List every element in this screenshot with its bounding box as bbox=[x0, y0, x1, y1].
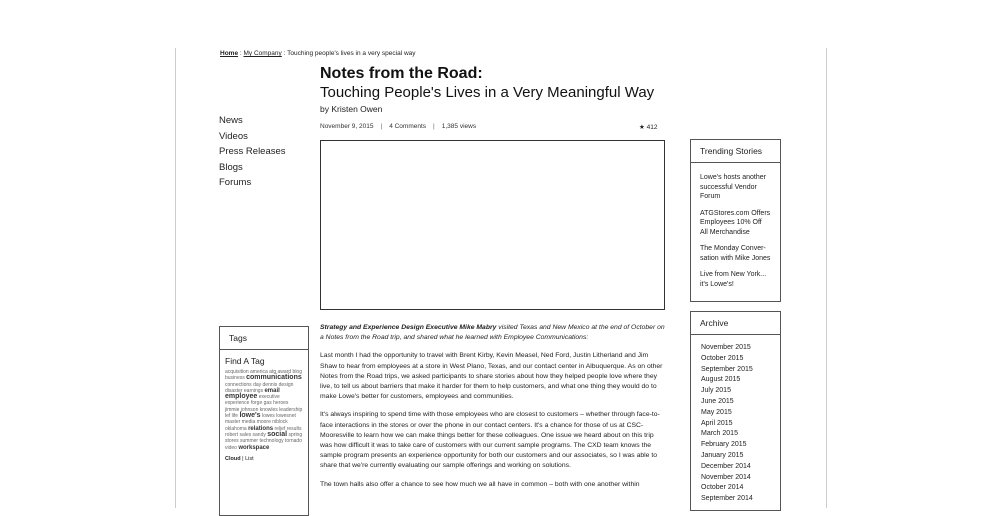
archive-item[interactable]: October 2014 bbox=[701, 484, 744, 492]
star-icon: ★ bbox=[639, 124, 645, 131]
tag-link[interactable]: workspace bbox=[238, 444, 270, 451]
nav-item-blogs[interactable]: Blogs bbox=[219, 161, 243, 173]
article-meta bbox=[320, 123, 476, 130]
tag-link[interactable]: connections day dennis design disaster earnings bbox=[225, 381, 294, 394]
tags-title: Tags bbox=[220, 327, 308, 350]
breadcrumb-separator: : bbox=[281, 50, 288, 57]
trending-item[interactable]: ATGStores.com Offers Employees 10% Off All Merchandise bbox=[700, 209, 771, 236]
archive-list bbox=[691, 335, 780, 513]
breadcrumb-current: Touching people's lives in a very special way bbox=[287, 50, 416, 57]
archive-item[interactable]: November 2014 bbox=[701, 473, 751, 481]
article-body bbox=[320, 323, 665, 498]
find-tag-label: Find A Tag bbox=[225, 356, 265, 366]
nav-item-videos[interactable]: Videos bbox=[219, 130, 248, 142]
article-title: Notes from the Road: bbox=[320, 65, 483, 82]
archive-item[interactable]: September 2015 bbox=[701, 365, 753, 373]
archive-item[interactable]: May 2015 bbox=[701, 408, 732, 416]
article-paragraph: Last month I had the opportunity to travel with Brent Kirby, Kevin Measel, Ned Ford, Justin Litherland and Jim Shaw to hear from employees at a store in West Plano, Texas, and our contact center in Albuquerque. As on other Notes from the Road trips, we asked participants to share stories about how they helped people love where they live, to tell us about barriers that make it harder for them to help customers, and what one thing they would do to make Lowe's better for customers, employees and communities. bbox=[320, 352, 663, 401]
tag-view-toggle bbox=[220, 451, 308, 467]
tag-link[interactable]: lowe's bbox=[239, 412, 261, 420]
trending-item[interactable]: Lowe's hosts another successful Vendor Forum bbox=[700, 174, 766, 200]
tag-link[interactable]: employee bbox=[225, 393, 258, 401]
archive-item[interactable]: September 2014 bbox=[701, 495, 753, 503]
tag-link[interactable]: social bbox=[267, 430, 288, 438]
trending-item[interactable]: The Monday Conver-sation with Mike Jones bbox=[700, 245, 771, 262]
tag-link[interactable]: communications bbox=[246, 374, 302, 382]
breadcrumb-company-link[interactable]: My Company bbox=[243, 50, 282, 57]
intro-text: visited Texas and New Mexico at the end of October on a Notes from the Road trip, and shared what he learned with Employee Communications: bbox=[320, 324, 665, 342]
article-intro bbox=[320, 323, 665, 343]
trending-stories-panel bbox=[690, 139, 781, 302]
article-paragraph: The town halls also offer a chance to see how much we all have in common – both with one another within bbox=[320, 480, 640, 488]
archive-item[interactable]: June 2015 bbox=[701, 397, 734, 405]
archive-item[interactable]: February 2015 bbox=[701, 441, 747, 449]
meta-separator: | bbox=[380, 123, 383, 130]
archive-item[interactable]: December 2014 bbox=[701, 462, 751, 470]
archive-item[interactable]: January 2015 bbox=[701, 451, 744, 459]
article-subtitle: Touching People's Lives in a Very Meaningful Way bbox=[320, 84, 655, 101]
cloud-view-option[interactable]: Cloud bbox=[225, 455, 241, 462]
tag-link[interactable]: relief results robert sales sandy bbox=[225, 425, 302, 438]
article-paragraph: It's always inspiring to spend time with those employees who are closest to customers – whether through face-to-face interactions in the stores or over the phone in our contact centers. It's a chance for those of us at CSC-Mooresville to learn how we can make things better for these colleagues. One issue we heard about on this trip was how difficult it was to take care of customers with our current sample programs. The CXD team knows the sample program presents an experience opportunity for both our customers and our associates, so I was able to share that we're currently evaluating our sample offerings and working on solutions. bbox=[320, 411, 660, 470]
hero-image-placeholder bbox=[320, 140, 665, 310]
tag-link[interactable]: acquisition america atg award blog business bbox=[225, 369, 302, 382]
view-separator: | bbox=[240, 455, 246, 462]
archive-panel bbox=[690, 311, 781, 511]
breadcrumb bbox=[220, 50, 416, 57]
breadcrumb-separator: : bbox=[238, 50, 244, 57]
nav-item-news[interactable]: News bbox=[219, 115, 243, 126]
tag-link[interactable]: relations bbox=[248, 425, 274, 432]
intro-bold: Strategy and Experience Design Executive Mike Mabry bbox=[320, 324, 497, 331]
archive-item[interactable]: July 2015 bbox=[701, 387, 731, 395]
likes-counter[interactable] bbox=[639, 123, 658, 131]
archive-item[interactable]: November 2015 bbox=[701, 344, 751, 351]
archive-item[interactable]: August 2015 bbox=[701, 376, 741, 384]
tag-link[interactable]: executive experience forge gas heroes jimmie johnson knowles leadership lef life bbox=[225, 394, 303, 420]
archive-title: Archive bbox=[691, 312, 780, 335]
tags-panel bbox=[219, 326, 309, 516]
tag-cloud bbox=[220, 369, 308, 451]
archive-item[interactable]: April 2015 bbox=[701, 419, 733, 427]
tag-link[interactable]: lowes lowesnet master media moore niblock oklahoma bbox=[225, 413, 296, 432]
archive-item[interactable]: March 2015 bbox=[701, 430, 738, 438]
side-nav bbox=[219, 113, 286, 191]
breadcrumb-home-link[interactable]: Home bbox=[220, 50, 239, 57]
trending-title: Trending Stories bbox=[691, 140, 780, 163]
comments-link[interactable]: 4 Comments bbox=[389, 123, 427, 130]
article-byline: by Kristen Owen bbox=[320, 104, 383, 114]
trending-item[interactable]: Live from New York... it's Lowe's! bbox=[700, 271, 767, 288]
nav-item-forums[interactable]: Forums bbox=[219, 177, 252, 188]
list-view-option[interactable]: List bbox=[245, 455, 254, 462]
archive-item[interactable]: October 2015 bbox=[701, 354, 744, 362]
views-count: 1,385 views bbox=[441, 123, 477, 130]
tag-link[interactable]: spring stores summer technology tornado video bbox=[225, 431, 303, 451]
likes-count: 412 bbox=[646, 124, 658, 131]
article-date: November 9, 2015 bbox=[320, 123, 374, 130]
meta-separator: | bbox=[433, 123, 435, 130]
nav-item-press-releases[interactable]: Press Releases bbox=[219, 146, 286, 157]
tag-link[interactable]: email bbox=[264, 387, 280, 394]
